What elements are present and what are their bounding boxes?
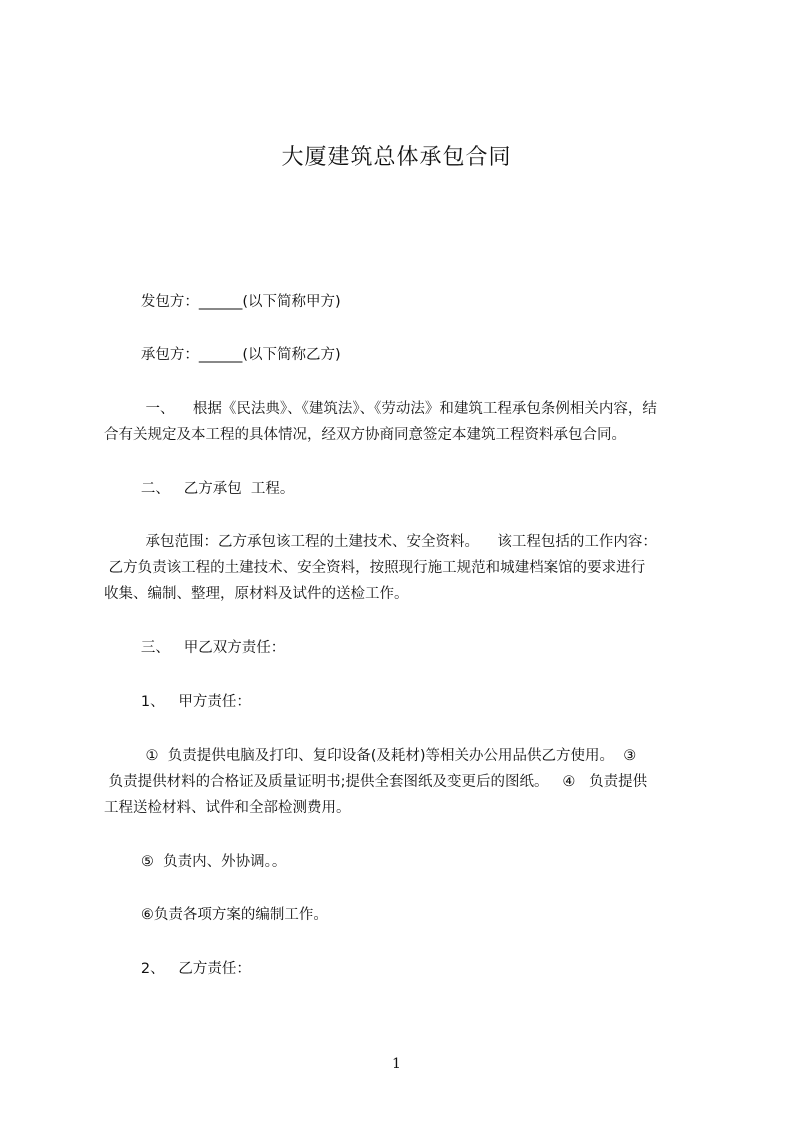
text-line-party-a-duty-6: ⑥负责各项方案的编制工作。 <box>104 907 328 923</box>
text-line-party-b-heading: 2、 乙方责任： <box>104 961 251 977</box>
text-line-party-a-heading: 1、 甲方责任： <box>104 694 251 710</box>
text-line-contractor: 承包方：______(以下简称乙方) <box>104 347 341 363</box>
text-line-clause3: 三、 甲乙双方责任： <box>104 640 286 656</box>
page-number: 1 <box>392 1056 401 1072</box>
text-line-party-a-duty-5: ⑤ 负责内、外协调。。 <box>104 854 287 870</box>
document-title: 大厦建筑总体承包合同 <box>281 145 512 170</box>
text-line-scope-b: 乙方负责该工程的土建技术、安全资料，按照现行施工规范和城建档案馆的要求进行 <box>104 560 646 576</box>
text-line-party-a-duty-c: 工程送检材料、试件和全部检测费用。 <box>104 800 351 816</box>
text-line-clause1-a: 一、 根据《民法典》、《建筑法》、《劳动法》和建筑工程承包条例相关内容，结 <box>104 401 657 417</box>
text-line-clause2: 二、 乙方承包 工程。 <box>104 481 295 497</box>
text-line-party-a-duty-b: 负责提供材料的合格证及质量证明书;提供全套图纸及变更后的图纸。 ④ 负责提供 <box>104 774 648 790</box>
text-line-clause1-b: 合有关规定及本工程的具体情况，经双方协商同意签定本建筑工程资料承包合同。 <box>104 427 626 443</box>
text-line-employer: 发包方：______(以下简称甲方) <box>104 294 341 310</box>
text-line-scope-c: 收集、编制、整理，原材料及试件的送检工作。 <box>104 586 409 602</box>
text-line-scope-a: 承包范围：乙方承包该工程的土建技术、安全资料。 该工程包括的工作内容： <box>104 534 657 550</box>
text-line-party-a-duty-a: ① 负责提供电脑及打印、复印设备(及耗材)等相关办公用品供乙方使用。 ③ <box>104 748 637 764</box>
